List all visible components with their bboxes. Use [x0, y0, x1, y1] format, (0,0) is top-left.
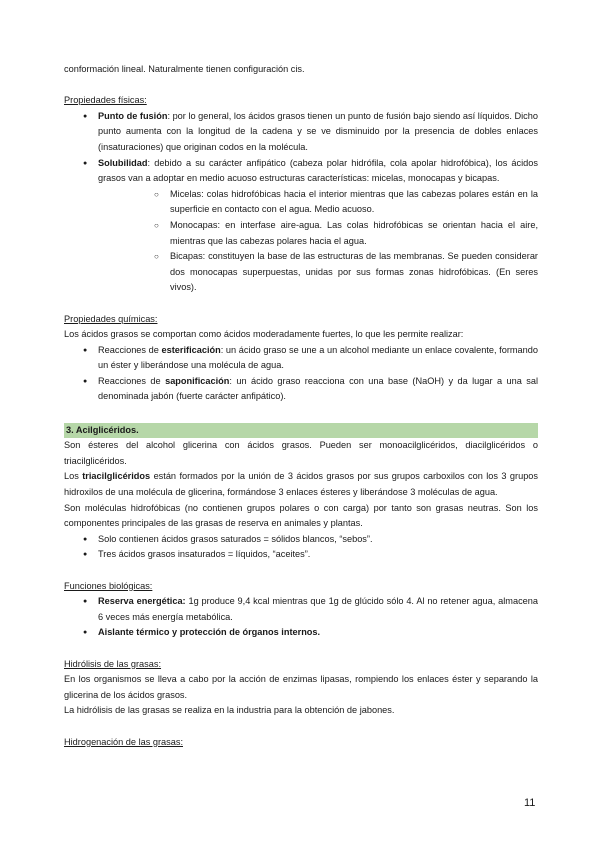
heading-funciones-biologicas: Funciones biológicas:	[64, 580, 153, 591]
text-prefix: Reacciones de	[98, 375, 166, 386]
hidrolisis-paragraph-1: En los organismos se lleva a cabo por la acción de enzimas lipasas, rompiendo los enlaces éster y separando la glicerina de los ácidos grasos.	[64, 674, 538, 700]
text-reserva-energetica: 1g produce 9,4 kcal mientras que 1g de glúcido sólo 4. Al no retener agua, almacena 6 veces más energía metabólica.	[98, 596, 538, 622]
acilgliceridos-paragraph-1: Son ésteres del alcohol glicerina con ácidos grasos. Pueden ser monoacilglicéridos, diacilglicéridos o triacilglicéridos.	[64, 440, 538, 466]
heading-propiedades-fisicas: Propiedades físicas:	[64, 95, 147, 106]
term-triacilgliceridos: triacilglicéridos	[82, 471, 151, 482]
heading-propiedades-quimicas: Propiedades químicas:	[64, 313, 158, 324]
term-saponificacion: saponificación	[165, 375, 230, 386]
list-item-sebos: ● Solo contienen ácidos grasos saturados = sólidos blancos, “sebos”.	[64, 532, 538, 548]
text-prefix: Los	[64, 471, 83, 482]
heading-hidrolisis: Hidrólisis de las grasas:	[64, 658, 162, 669]
sublist-item-monocapas: ○ Monocapas: en interfase aire-agua. Las colas hidrofóbicas se orientan hacia el aire, mientras que las cabezas polares hacia el agua.	[98, 218, 538, 249]
list-item-punto-fusion	[64, 109, 538, 156]
sublist-item-micelas: ○ Micelas: colas hidrofóbicas hacia el interior mientras que las cabezas polares están en la superficie en contacto con el agua. Medio acuoso.	[98, 187, 538, 218]
section-title-acilgliceridos: 3. Acilglicéridos.	[64, 423, 538, 439]
acilgliceridos-paragraph-3: Son moléculas hidrofóbicas (no contienen grupos polares o con carga) por tanto son grasas neutras. Son los componentes principales de las grasas de reserva en animales y plantas.	[64, 502, 538, 529]
list-item-aceites: ● Tres ácidos grasos insaturados = líquidos, “aceites”.	[64, 547, 538, 563]
list-item-reserva-energetica	[64, 594, 538, 625]
page-number: 11	[524, 797, 536, 809]
list-item-saponificacion	[64, 374, 538, 405]
text-prefix: Reacciones de	[98, 344, 162, 355]
page-content	[64, 62, 538, 750]
fisicas-list	[64, 109, 538, 296]
funciones-list	[64, 594, 538, 641]
text-solubilidad: : debido a su carácter anfipático (cabeza polar hidrófila, cola apolar hidrofóbica), los ácidos grasos van a adoptar en medio acuoso estructuras características: micelas, monocapas y bicapas.	[98, 157, 538, 184]
text-esterificacion: : un ácido graso se une a un alcohol mediante un enlace covalente, formando un éster y liberándose una molécula de agua.	[98, 344, 538, 371]
list-item-esterificacion	[64, 343, 538, 374]
term-esterificacion: esterificación	[161, 344, 221, 355]
text-punto-fusion: : por lo general, los ácidos grasos tienen un punto de fusión bajo siendo así líquidos. Dicho punto aumenta con la longitud de la cadena y se ve disminuido por la presencia de dobles enlaces (insaturaciones) que originan codos en la molécula.	[98, 110, 538, 152]
list-item-aislante	[64, 625, 538, 641]
solubilidad-sublist	[98, 187, 538, 296]
list-item-solubilidad	[64, 156, 538, 296]
acilgliceridos-paragraph-2	[64, 469, 538, 500]
heading-hidrogenacion: Hidrogenación de las grasas:	[64, 736, 183, 747]
term-punto-fusion: Punto de fusión	[98, 110, 168, 121]
quimicas-list	[64, 343, 538, 405]
intro-line: conformación lineal. Naturalmente tienen configuración cis.	[64, 64, 305, 74]
term-solubilidad: Solubilidad	[98, 157, 148, 168]
text-saponificacion: : un ácido graso reacciona con una base (NaOH) y da lugar a una sal denominada jabón (fuerte carácter anfipático).	[98, 375, 538, 402]
acilgliceridos-list	[64, 532, 538, 563]
term-aislante: Aislante térmico y protección de órganos internos.	[98, 627, 321, 638]
quimicas-intro: Los ácidos grasos se comportan como ácidos moderadamente fuertes, lo que les permite realizar:	[64, 329, 464, 340]
sublist-item-bicapas: ○ Bicapas: constituyen la base de las estructuras de las membranas. Se pueden considerar dos monocapas superpuestas, unidas por sus formas zonas hidrofóbicas. (En seres vivos).	[98, 249, 538, 296]
hidrolisis-paragraph-2: La hidrólisis de las grasas se realiza en la industria para la obtención de jabones.	[64, 705, 395, 716]
term-reserva-energetica: Reserva energética:	[98, 596, 186, 607]
text-triacilgliceridos: están formados por la unión de 3 ácidos grasos por sus grupos carboxilos con los 3 grupos hidroxilos de una molécula de glicerina, formándose 3 enlaces ésteres y liberándose 3 moléculas de agua.	[64, 471, 539, 498]
